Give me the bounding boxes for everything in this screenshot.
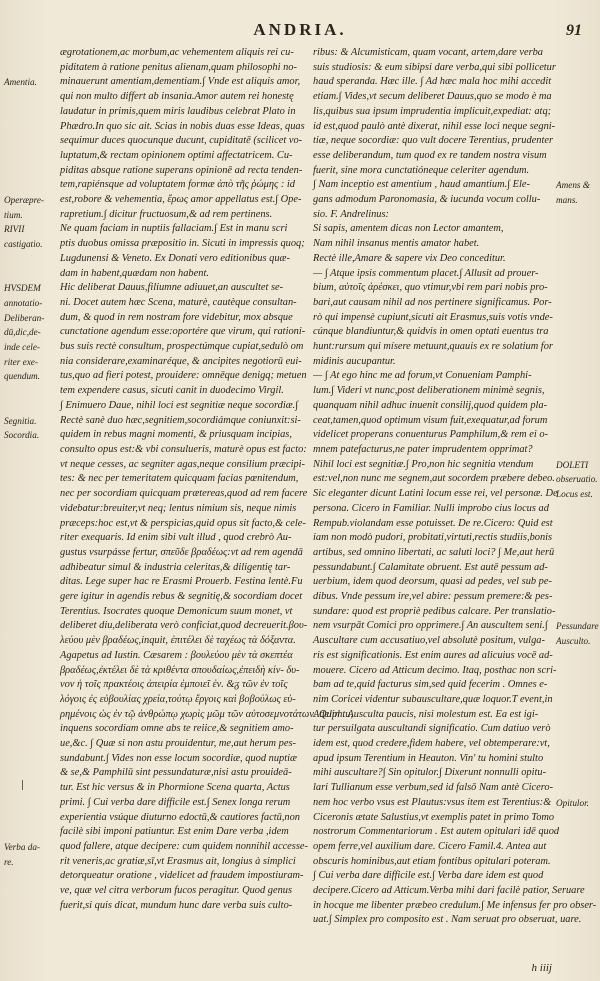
text-line: suis studiosis: & eum sibipsi dare verba,qui sibi pollicetur [313,61,556,73]
text-line: Auscultare cum accusatiuo,vel absolutè positum, vulga- [313,635,545,647]
text-line: Nihil loci est segnitiæ.∫ Pro,non hic segnitia vtendum [313,458,534,470]
running-head: ANDRIA. [253,20,347,39]
text-line: lis,quibus sua ipsum imprudentia implicuit,expediat: atq; [313,105,552,117]
text-line: uerbium, idem quod deorsum, quasi ad pedes, vel sub pe- [313,576,552,588]
text-line: adhibeatur simul & industria celeritas,& diligentię tar- [60,561,291,573]
text-line: ptis duobus omissa præpositio in. Sicuti in impressis quoq; [60,238,305,250]
text-line: iam non modò pudori, probitati,virtuti,rectis studiis,bonis [313,532,553,544]
text-line: dibus. Vnde pessum ire,vel abire: pessum premere:& pes- [313,591,553,603]
text-line: piditas absque ratione superans opinionē ad recta tenden- [60,164,303,176]
margin-note: Locus est. [556,489,593,499]
margin-note: dū,dic,de- [4,327,41,338]
text-line: Rectè ille,Amare & sapere vix Deo conceditur. [313,252,506,264]
text-line: minauerunt amentiam,dementiam.∫ Vnde est aliquis amor, [60,76,301,88]
text-line: tur persuilgata auscultandi significatio. Cum datiuo verò [313,723,551,735]
text-line: tem expendere casus, sicuti canit in duodecimo Virgil. [60,385,284,397]
text-line: Lugdunensi & Veneto. Ex Donati vero editionibus quæ- [60,252,290,264]
text-line: etiam.∫ Vides,vt secum deliberet Dauus,quo se modo è ma [313,91,552,103]
margin-note: mans. [556,195,578,205]
text-line: præceps:hoc est,vt & perspicias,quid opus sit facto,& cele- [60,517,306,529]
text-line: rapretium.∫ dicitur fructuosum,& ad rem pertinens. [60,208,273,220]
text-line: consulto opus est:& vbi consulueris, maturè opus est facto: [60,443,307,455]
margin-note: Pessundare [556,621,599,632]
text-line: Rempub.violandam esse potuisset. De re.Cicero: Quid est [313,517,553,529]
margin-note: Amentia. [4,77,37,88]
text-line: primi. ∫ Cui verba dare difficile est.∫ Senex longa rerum [60,796,291,808]
text-line: quanquam nihil adhuc inuenit consilij,quod quidem pla- [313,399,548,411]
text-line: qui non multo differt ab insania.Amor autem rei honestę [60,91,294,103]
margin-note: RIVII [4,224,25,235]
text-line: tur. Est hic versus & in Phormione Scena quarta, Actus [60,782,290,794]
text-line: pessundabunt.∫ Calamitate obruent. Est autē pessum ad- [313,561,548,573]
text-line: gustus vsurpásse fertur, σπεῦδε βραδέως:vt ad rem agendā [60,546,303,558]
text-line: detorqueatur oratione , videlicet ad fraudem impostiuram- [60,870,304,882]
text-line: tus,quo ad fieri potest, prouidere: omnēque denigq; metuen [60,370,307,382]
text-line: λόγοις ἐς εὐβουλίας χρεία,τούτῳ ἔργοις καὶ βοβούλως εὐ- [60,693,296,705]
text-line: — ∫ Atque ipsis commentum placet.∫ Allusit ad prouer- [313,267,539,279]
text-line: riter exequaris. Id enim sibi vult illud , quod crebrò Au- [60,532,292,544]
text-line: mnem patefacturus,ne pater imprudentem opprimat? [313,443,533,455]
text-line: Terentius. Isocrates quoque Demonicum suum monet, vt [60,605,293,617]
margin-note: tium. [4,209,23,220]
text-line: dam in habent,quædam non habent. [60,267,209,279]
text-line: ρημένοις ὡς ἐν τῷ ἀνθρώπῳ χωρὶς μῶμ τῶν αὐτοσεμνοτάτων. Quin tu, [60,708,354,720]
text-line: opem ferre,vel auxilium dare. Cicero Famil.4. Antea aut [313,840,547,852]
text-line: ∫ Enimuero Daue, nihil loci est segnitiæ neque socordiæ.∫ [60,399,299,411]
text-line: Rectè sanè duo hæc,segnitiem,socordiámque coniunxit:si- [60,414,301,426]
page-number: 91 [566,22,582,39]
text-line: ni. Docet autem hæc Scena, maturè, cautèque consultan- [60,296,297,308]
margin-note: annotatio- [4,297,43,308]
margin-note: quendum. [4,371,40,382]
text-line: tes: & nec per temeritatem quicquam facias pœnitendum, [60,473,299,485]
text-line: bam ad te,quid facturus sim,sed quid fecerim . Omnes e- [313,679,548,691]
margin-note: Auscultο. [556,636,591,646]
text-line: rit veneris,ac gratiæ,sī,vt Erasmus ait, longius à simplici [60,855,296,867]
text-line: ceat,tamen,quod optimum visum fuit,exequatur,ad forum [313,414,548,426]
margin-note: Verba da- [4,841,40,852]
margin-note: re. [4,856,14,867]
text-line: decipere.Cicero ad Atticum.Verba mihi dari facilè patior, Seruare [313,885,585,897]
text-line: & se,& Pamphilū sint pessundaturæ,nisi astu prouideā- [60,767,292,779]
text-line: obscuris hominibus,aut etiam fontibus opitulari poteram. [313,855,551,867]
text-line: inquens socordiam omne abs te reiice,& segnitiem amo- [60,723,294,735]
text-line: lari Tullianum esse verbum,sed id falsō Nam antè Cicero- [313,782,554,794]
text-line: hunt:rursum qui mísere metuunt,quauis ex re solatium for [313,341,553,353]
text-line: Sic eleganter dicunt Latini locum esse rei, vel personæ. De [313,488,558,500]
text-line: Si sapis, amentem dicas non Lector amantem, [313,223,504,235]
text-line: ∫ Nam inceptio est amentium , haud amantium.∫ Ele- [313,179,530,191]
text-line: Nam nihil insanus mentis amator habet. [313,238,480,250]
text-line: tem,rapiénsque ad voluptatem formæ ἀπὸ τῆς ῥώμης : id [60,179,295,191]
text-line: νον ἡ τοῖς πρακτέοις ἀπειρία ἐμποιεῖ ἐν. &ᵹ τῶν ἐν τοῖς [60,679,288,691]
text-line: id est,quod paulò antè dixerat, nihil esse loci neque segni- [313,120,556,132]
margin-note: Deliberan- [4,312,45,323]
text-line: bium, αὐτοῖς ἀρέσκει, quo vtimur,vbi rem pari nobis pro- [313,282,548,294]
text-line: haud speranda. Hæc ille. ∫ Ad hæc mala hoc mihi accedit [313,76,552,88]
text-line: apud ipsum Terentium in Heauton. Vin' tu homini stulto [313,752,544,764]
margin-note: Amens & [556,180,590,191]
text-line: artibus, sed omnino libertati, ac saluti loci? ∫ Me,aut herū [313,546,555,558]
text-line: videbatur:breuiter,vt neq; lentus nimium sis, neque nimis [60,502,297,514]
text-line: cunctatione agendum esse:oportére que virum, qui rationi- [60,326,306,338]
text-line: in hocque me libenter præbeo credulum.∫ Me infensus fer pro obser- [313,899,597,911]
text-line: nec per socordiam quicquam prætereas,quod ad rem facere [60,488,308,500]
text-line: quod fallere, atque decipere: cum quidem nonnihil accesse- [60,840,308,852]
margin-note: Operæpre- [4,195,44,205]
gutter-mark [22,780,23,790]
text-line: ∫ Cui verba dare difficile est.∫ Verba dare idem est quod [313,870,544,882]
text-line: fuerit, sine mora cunctatióneque celeriter agendum. [313,164,530,176]
text-line: nem vsurpāt Comici pro opprimere.∫ An auscultem seni.∫ [313,620,548,632]
text-line: βραδέως,ἐκτέλει δὲ τὰ κριθέντα σπουδαίως,ἐπειδὴ κίν- δυ- [60,664,300,676]
margin-note: obseruatio. [556,474,598,485]
margin-note: HVSDEM [4,283,41,294]
text-line: ris est significationis. Est enim aures ad alicuius vocē ad- [313,649,553,661]
text-line: bari,aut causam nihil ad nos pertinere significamus. Por- [313,296,552,308]
text-line: sequimur duces quocunque ducunt, cupiditatē (scilicet vo- [60,135,303,147]
text-line: piditatem à ratione penitus alienam,quam philosophi no- [60,61,297,73]
text-line: gere igitur in agendis rebus & segnitię,& socordiam docet [60,591,303,603]
text-line: bus suis rectè consultum, prospectúmque cupiat,sedulò om [60,341,304,353]
text-line: tiæ, neque socordiæ: quo vult docere Terentius, prudenter [313,135,554,147]
text-line: dum, & quod in rem nostram fore videbitur, mox absque [60,311,293,323]
text-line: laudatur in primis,quem miris laudibus celebrat Plato in [60,105,296,117]
text-line: idem est, quod credere,fidem habere, vel obtemperare:vt, [313,738,550,750]
text-line: midinis aucupantur. [313,355,396,367]
text-line: mouere. Cicero ad Atticum decimo. Itaq, posthac non scri- [313,664,557,676]
text-line: luptatum,& rectam opinionem optimi affectatricem. Cu- [60,149,293,161]
margin-note: Socordia. [4,430,40,441]
text-line: nem hoc verbo vsus est Plautus:vsus item est Terentius:& [313,796,552,808]
text-line: vt neque cesses, ac segniter agas,neque consilium præcipi- [60,458,305,470]
text-line: sio. F. Andrelinus: [313,208,390,220]
margin-note: castigatio. [4,239,43,250]
text-line: Ciceronis ætate Salustius,vt exemplis patet in primo Tomo [313,811,555,823]
text-line: uat.∫ Simplex pro composito est . Nam seruat pro obseruat, uare. [313,914,582,926]
text-line: Ne quam faciam in nuptiis fallaciam.∫ Est in manu scri [60,223,288,235]
text-line: λεύου μὲν βραδέως,inquit, ἐπιτέλει δὲ ταχέως τὰ δόξαντα. [60,635,296,647]
text-line: gans admodum Paronomasia, & iucunda vocum collu- [313,194,541,206]
text-line: ægrotationem,ac morbum,ac vehementem aliquis rei cu- [60,47,294,58]
text-line: sundabunt.∫ Vides non esse locum socordiæ, quod nuptiæ [60,752,297,764]
margin-note: riter exe- [4,356,38,367]
text-line: ditas. Lege super hac re Erasmi Prouerb. Festina lentè.Fu [60,576,303,588]
text-line: nostrorum Commentariorum . Est autem opitulari idē quod [313,826,560,838]
text-line: ribus: & Alcumisticam, quam vocant, artem,dare verba [313,47,544,58]
text-line: — ∫ At ego hinc me ad forum,vt Conueniam Pamphi- [313,370,532,382]
text-line: quidem in rebus magni momenti, & priusquam incipias, [60,429,292,441]
text-line: ue,&c. ∫ Quæ si non astu prouidentur, me,aut herum pes- [60,738,296,750]
text-line: esse deliberandum, tum quod ex re tandem nostra visum [313,149,547,161]
text-line: est:vel,non nunc me segnem,aut socordem præbere debeo. [313,473,555,485]
text-line: Phædro.In quo sic ait. Scias in nobis duas esse Ideas, quas [60,120,305,132]
text-line: Agapetus ad Iustin. Cæsarem : βουλεύου μὲν τὰ σκεπτέα [60,649,293,661]
margin-note: inde cele- [4,342,40,352]
text-line: est,robore & vehementia, ἔρως amor appellatus est.∫ Ope- [60,194,302,206]
text-line: deliberet diu,deliberata verò conficiat,quod decreuerit.βου- [60,620,308,632]
text-line: videlicet properans conuenturus Pamphilum,& rem ei o- [313,429,548,441]
text-line: Adelph. Ausculta paucis, nisi molestum est. Ea est igi- [313,708,539,720]
text-line: cúnque blandiuntur,& quidvis in omen optati euentus tra [313,326,549,338]
text-line: facilè sibi imponi patiuntur. Est enim Dare verba ,idem [60,826,289,838]
catchword: h iiij [531,962,552,974]
text-line: lum.∫ Videri vt nunc,post deliberationem minimè segnis, [313,385,545,397]
text-line: mihi auscultare?∫ Sin opitulor.∫ Dixerunt nonnulli opitu- [313,767,547,779]
margin-note: Segnitia. [4,415,37,426]
text-line: Hic deliberat Dauus,filiumne adiuuet,an auscultet se- [60,282,284,294]
margin-note: Opitulor. [556,797,589,808]
text-line: sundare: quod est propriè pedibus calcare. Per translatio- [313,605,556,617]
text-line: nim Coricei videntur subauscultare,quæ loquor.T event,in [313,693,553,705]
margin-note: DOLETI [556,459,589,470]
text-line: experientia vsúque diuturno edoctū,& cautiores factū,non [60,811,300,823]
text-line: nia considerare,examinaréque, & ancipites negotiorū eui- [60,355,302,367]
text-line: ve, quæ vel citra verborum fucos peragitur. Quod genus [60,885,293,897]
text-line: persona. Cicero in Familiar. Nulli improbo cius locus ad [313,502,549,514]
text-line: rò qui impensè cupiunt,sicuti ait Erasmus,suis votis vnde- [313,311,553,323]
text-line: fuerit,si quis dicat, mundum hunc dare verba suis culto- [60,899,293,911]
